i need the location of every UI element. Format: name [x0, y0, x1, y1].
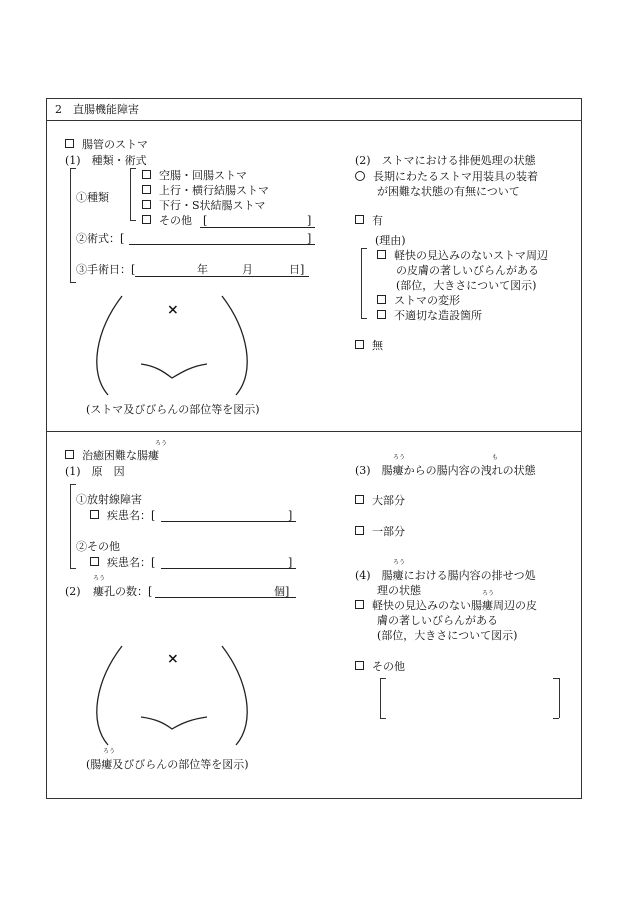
surgery-label: ②術式：[	[76, 232, 125, 245]
disease-row-1: 疾患名：[	[90, 510, 155, 521]
type-checkbox[interactable]	[142, 170, 151, 179]
ruby-ro: ろう	[393, 559, 406, 566]
bracket-line	[70, 484, 76, 485]
long-term-question: 長期にわたるストマ用装具の装着	[355, 171, 538, 182]
bracket-line	[361, 248, 367, 249]
bracket-line	[553, 718, 559, 719]
ruby-ro: ろう	[93, 575, 106, 582]
excretion-heading-2: 理の状態	[377, 584, 421, 597]
ostomy-checkbox[interactable]	[65, 139, 74, 148]
fistula-count-label: 瘻孔の数：[	[93, 585, 153, 598]
diagram-caption: (ストマ及びびらんの部位等を図示)	[86, 403, 260, 416]
type-option: 下行・S状結腸ストマ	[142, 200, 266, 211]
cause-heading: (1) 原 因	[65, 465, 125, 478]
leak-part: 一部分	[355, 526, 405, 537]
bracket-line	[130, 220, 136, 221]
skin-option: 軽快の見込みのない腸瘻周辺の皮	[355, 600, 537, 611]
bracket-line	[70, 168, 71, 282]
bracket-line	[559, 678, 560, 718]
bracket-line	[380, 718, 386, 719]
other-bracket-close: ]	[307, 214, 312, 227]
other-option: その他	[355, 661, 405, 672]
circle-marker	[355, 171, 365, 181]
bracket-line	[130, 168, 136, 169]
leak-checkbox[interactable]	[355, 526, 364, 535]
reason-skin: 軽快の見込みのないストマ周辺	[377, 250, 548, 261]
ruby-ro: ろう	[393, 454, 406, 461]
type-option: その他	[142, 215, 192, 226]
bracket-line	[361, 248, 362, 318]
bracket-line	[380, 678, 381, 718]
reason-skin-3: (部位，大きさについて図示)	[396, 279, 537, 292]
no-checkbox[interactable]	[355, 340, 364, 349]
ruby-ro: ろう	[103, 748, 116, 755]
bracket-line	[70, 282, 76, 283]
reason-checkbox[interactable]	[377, 310, 386, 319]
reason-skin-2: の皮膚の著しいびらんがある	[396, 264, 539, 277]
cause-other: ②その他	[76, 540, 120, 553]
date-day: 日]	[289, 263, 305, 276]
reason-label: (理由)	[375, 234, 406, 247]
other-bracket-open: [	[203, 214, 208, 227]
yes-checkbox[interactable]	[355, 215, 364, 224]
disease-input-line[interactable]	[161, 568, 296, 569]
type-checkbox[interactable]	[142, 185, 151, 194]
reason-checkbox[interactable]	[377, 295, 386, 304]
fistula-heading: 治癒困難な腸瘻	[65, 450, 159, 461]
ostomy-heading: 腸管のストマ	[65, 139, 148, 150]
surgery-close: ]	[307, 232, 312, 245]
bracket-line	[361, 318, 367, 319]
diagram-caption: (腸瘻及びびらんの部位等を図示)	[86, 758, 249, 771]
disease-checkbox[interactable]	[90, 510, 99, 519]
bracket-line	[70, 568, 76, 569]
type-option: 上行・横行結腸ストマ	[142, 185, 269, 196]
date-input-line[interactable]	[135, 276, 309, 277]
disease-input-line[interactable]	[161, 521, 296, 522]
bracket-line	[553, 678, 559, 679]
type-label: ①種類	[76, 191, 109, 204]
title-divider	[46, 120, 582, 121]
bracket-line	[130, 168, 131, 220]
type-checkbox[interactable]	[142, 200, 151, 209]
fistula-checkbox[interactable]	[65, 450, 74, 459]
surgery-input-line[interactable]	[129, 244, 315, 245]
long-term-question-2: が困難な状態の有無について	[377, 185, 520, 198]
cross-mark: ×	[167, 302, 179, 318]
disease-row-2: 疾患名：[	[90, 557, 155, 568]
leak-checkbox[interactable]	[355, 495, 364, 504]
ruby-ro: ろう	[482, 590, 495, 597]
section-title: 2 直腸機能障害	[55, 103, 139, 116]
reason-site: 不適切な造設箇所	[377, 310, 482, 321]
cause-radiation: ①放射線障害	[76, 493, 142, 506]
fistula-count-prefix: (2)	[65, 585, 81, 598]
date-label: ③手術日：[	[76, 263, 136, 276]
type-option: 空腸・回腸ストマ	[142, 170, 247, 181]
bracket-line	[70, 484, 71, 568]
disease-close: ]	[288, 509, 293, 522]
excretion-heading: (4) 腸瘻における腸内容の排せつ処	[355, 569, 536, 582]
other-input-line[interactable]	[200, 227, 315, 228]
ruby-ro: ろう	[155, 440, 168, 447]
disease-checkbox[interactable]	[90, 557, 99, 566]
leak-most: 大部分	[355, 495, 405, 506]
other-input-box[interactable]	[380, 678, 560, 718]
defecation-heading: (2) ストマにおける排便処理の状態	[355, 154, 536, 167]
fistula-count-unit: 個]	[274, 585, 290, 598]
skin-option-3: (部位，大きさについて図示)	[377, 629, 518, 642]
cross-mark: ×	[167, 651, 179, 667]
ruby-mo: も	[492, 454, 499, 461]
other-checkbox[interactable]	[355, 661, 364, 670]
yes-option: 有	[355, 215, 383, 226]
bracket-line	[70, 168, 76, 169]
skin-option-2: 膚の著しいびらんがある	[377, 614, 498, 627]
date-month: 月	[242, 263, 253, 276]
no-option: 無	[355, 340, 383, 351]
reason-checkbox[interactable]	[377, 250, 386, 259]
type-surgery-heading: (1) 種類・術式	[65, 154, 147, 167]
type-checkbox[interactable]	[142, 215, 151, 224]
bracket-line	[380, 678, 386, 679]
skin-checkbox[interactable]	[355, 600, 364, 609]
section-divider	[46, 431, 582, 432]
leak-heading: (3) 腸瘻からの腸内容の洩れの状態	[355, 464, 536, 477]
disease-close: ]	[288, 556, 293, 569]
reason-deform: ストマの変形	[377, 295, 460, 306]
date-year: 年	[197, 263, 208, 276]
